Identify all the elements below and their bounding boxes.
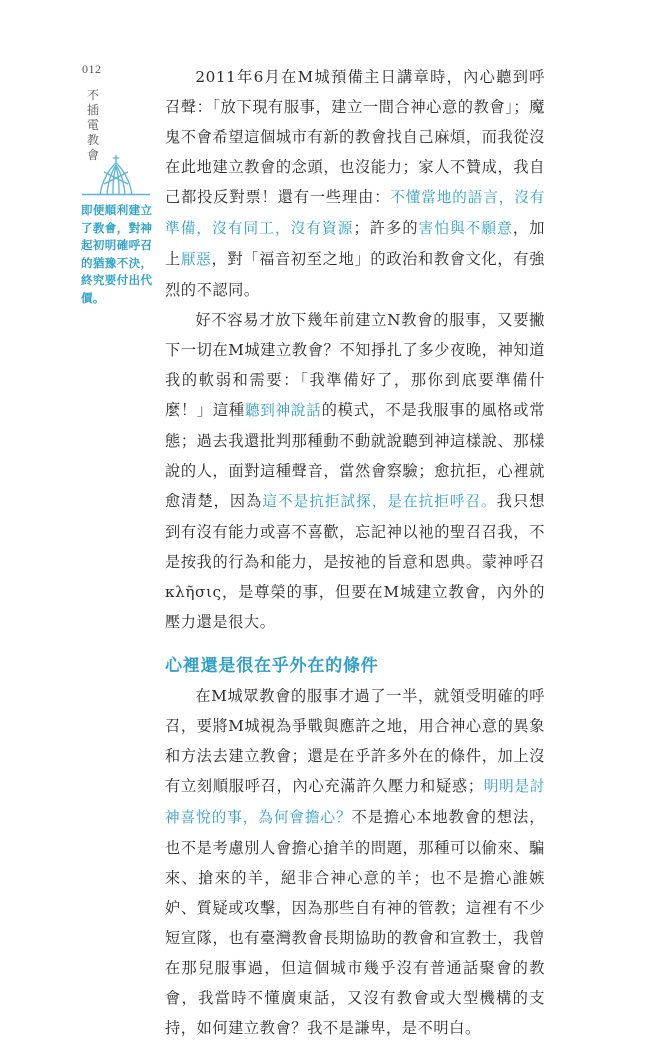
running-title-char: 插 (86, 103, 99, 117)
text: 不是擔心本地教會的想法，也不是考慮別人會擔心搶羊的問題，那種可以偷來、騙來、搶來的羊，絕非合神心意的羊；也不是擔心誰嫉妒、質疑或攻擊，因為那些自有神的管教；這裡有不少短宣隊，也有臺灣教會長期協助的教會和宣教士，我曾在那兒服事過，但這個城市幾乎沒有普通話聚會的教會，我當時不懂廣東話，又沒有教會或大型機構的支持，如何建立教會？我不是謙卑，是不明白。 (165, 808, 546, 1037)
section-heading: 心裡還是很在乎外在的條件 (165, 656, 379, 676)
text: 在M城眾教會的服事才過了一半，就領受明確的呼召，要將M城視為爭戰與應許之地，用合神心意的異象和方法去建立教會；還是在乎許多外在的條件，加上沒有立刻順服呼召，內心充滿許久壓力和疑惑； (165, 687, 545, 795)
running-title-char: 會 (86, 148, 99, 162)
paragraph-3 (165, 681, 545, 1043)
highlight-text: 明明是討神喜悅的事，為何會擔心？ (165, 778, 546, 826)
text: 2011年6月在M城預備主日講章時，內心聽到呼召聲：「放下現有服事，建立一間合神心意的教會」；魔鬼不會希望這個城市有新的教會找自己麻煩，而我從沒在此地建立教會的念頭，也沒能力；家人不贊成，我自己都投反對票！還有一些理由： (165, 68, 545, 206)
highlight-text: 不懂當地的語言，沒有準備，沒有同工，沒有資源 (165, 189, 545, 237)
paragraph-1 (165, 62, 545, 305)
text: 好不容易才放下幾年前建立N教會的服事，又要撇下一切在M城建立教會？不知掙扎了多少夜晚，神知道我的軟弱和需要：「我準備好了，那你到底要準備什麼！」這種 (165, 311, 545, 419)
text: 的模式，不是我服事的風格或常態；過去我還批判那種動不動就說聽到神這樣說、那樣說的人，面對這種聲音，當然會察驗；愈抗拒，心裡就愈清楚，因為 (165, 401, 545, 510)
paragraph-2 (165, 305, 545, 637)
highlight-text: 厭惡 (180, 251, 212, 268)
running-title-char: 電 (86, 118, 99, 132)
highlight-text: 害怕與不願意 (418, 220, 513, 237)
text: ，加上 (165, 219, 545, 268)
church-icon (80, 154, 152, 196)
highlight-text: 聽到神說話 (244, 402, 322, 419)
sidenote: 即便順利建立了教會，對神起初明確呼召的猶豫不決，終究要付出代價。 (81, 203, 153, 305)
highlight-text: 這不是抗拒試探，是在抗拒呼召。 (262, 493, 497, 510)
running-title (86, 88, 100, 163)
text: ，對「福音初至之地」的政治和教會文化，有強烈的不認同。 (165, 250, 545, 299)
page-number: 012 (82, 62, 102, 76)
running-title-char: 教 (86, 133, 99, 147)
main-text (165, 62, 545, 1043)
text: ；許多的 (353, 219, 419, 237)
running-title-char: 不 (86, 88, 99, 102)
text: 我只想到有沒有能力或喜不喜歡，忘記神以祂的聖召召我，不是按我的行為和能力，是按祂的旨意和恩典。蒙神呼召κλῆσις，是尊榮的事，但要在M城建立教會，內外的壓力還是很大。 (165, 492, 545, 631)
